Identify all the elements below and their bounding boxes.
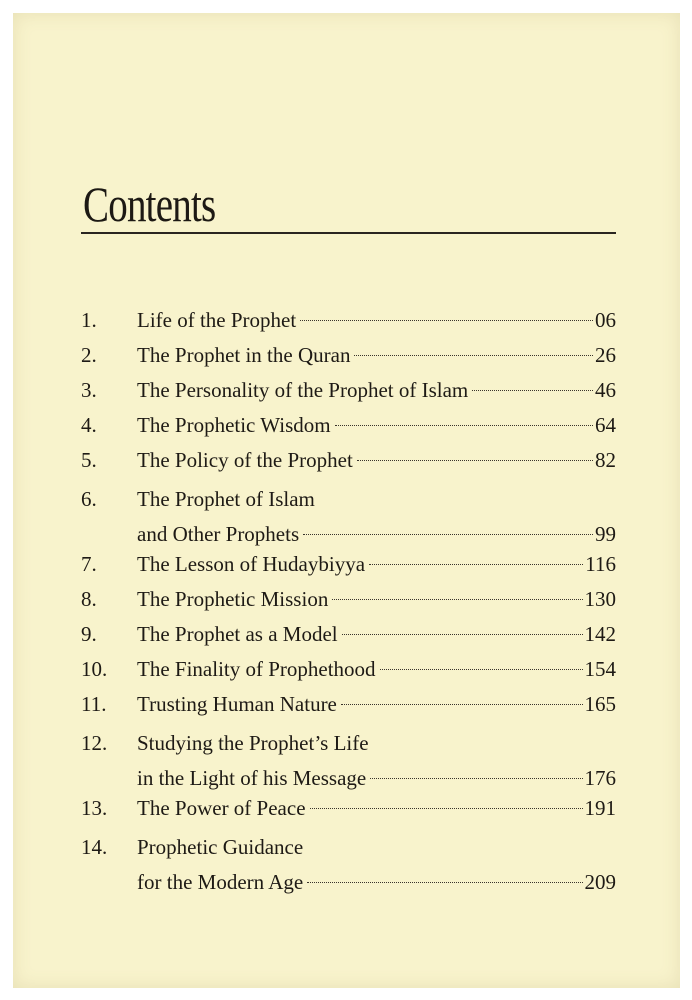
entry-line — [137, 517, 616, 551]
entry-number: 1. — [81, 308, 97, 332]
entry-line — [137, 547, 616, 581]
entry-number: 2. — [81, 343, 97, 367]
entry-page-number: 116 — [585, 552, 616, 576]
dot-leader — [335, 425, 593, 426]
entry-title: and Other Prophets — [137, 522, 300, 546]
book-page — [13, 13, 680, 988]
entry-number: 3. — [81, 378, 97, 402]
entry-number: 8. — [81, 587, 97, 611]
dot-leader — [357, 460, 593, 461]
toc-entry — [13, 582, 680, 616]
dot-leader — [300, 320, 593, 321]
entry-number: 13. — [81, 796, 108, 820]
entry-line — [137, 652, 616, 686]
entry-line — [137, 617, 616, 651]
entry-title: The Power of Peace — [137, 796, 306, 820]
entry-page-number: 82 — [595, 448, 616, 472]
contents-heading: Contents — [83, 176, 216, 232]
entry-page-number: 64 — [595, 413, 616, 437]
entry-page-number: 46 — [595, 378, 616, 402]
entry-line — [137, 373, 616, 407]
entry-line — [137, 761, 616, 795]
entry-page-number: 142 — [584, 622, 616, 646]
entry-title: The Prophetic Wisdom — [137, 413, 331, 437]
entry-title: Life of the Prophet — [137, 308, 297, 332]
table-of-contents — [13, 13, 680, 988]
toc-entry — [13, 652, 680, 686]
entry-page-number: 26 — [595, 343, 616, 367]
dot-leader — [472, 390, 593, 391]
toc-entry — [13, 617, 680, 651]
entry-number: 5. — [81, 448, 97, 472]
entry-page-number: 165 — [584, 692, 616, 716]
entry-title: in the Light of his Message — [137, 766, 367, 790]
dot-leader — [342, 634, 583, 635]
entry-number: 10. — [81, 657, 108, 681]
entry-line — [137, 408, 616, 442]
dot-leader — [380, 669, 583, 670]
dot-leader — [370, 778, 582, 779]
toc-entry — [13, 547, 680, 581]
toc-entry — [13, 687, 680, 721]
entry-page-number: 176 — [584, 766, 616, 790]
dot-leader — [303, 534, 593, 535]
entry-title-first-line: Prophetic Guidance — [137, 835, 304, 859]
dot-leader — [354, 355, 593, 356]
entry-title: The Personality of the Prophet of Islam — [137, 378, 469, 402]
entry-line — [137, 687, 616, 721]
toc-entry — [13, 830, 680, 899]
dot-leader — [332, 599, 582, 600]
entry-title: The Prophet in the Quran — [137, 343, 351, 367]
dot-leader — [341, 704, 583, 705]
toc-entry — [13, 443, 680, 477]
toc-entry — [13, 408, 680, 442]
entry-page-number: 130 — [584, 587, 616, 611]
toc-entry — [13, 303, 680, 337]
entry-number: 14. — [81, 835, 108, 859]
entry-title: The Prophet as a Model — [137, 622, 338, 646]
entry-page-number: 154 — [584, 657, 616, 681]
entry-title-first-line: Studying the Prophet’s Life — [137, 731, 369, 755]
entry-number: 12. — [81, 731, 108, 755]
entry-line — [137, 791, 616, 825]
entry-page-number: 209 — [584, 870, 616, 894]
toc-entry — [13, 791, 680, 825]
entry-line — [137, 443, 616, 477]
entry-title: The Prophetic Mission — [137, 587, 329, 611]
entry-page-number: 06 — [595, 308, 616, 332]
entry-page-number: 191 — [584, 796, 616, 820]
entry-title-first-line: The Prophet of Islam — [137, 487, 315, 511]
entry-page-number: 99 — [595, 522, 616, 546]
dot-leader — [369, 564, 583, 565]
entry-line — [137, 303, 616, 337]
entry-number: 7. — [81, 552, 97, 576]
entry-title: The Policy of the Prophet — [137, 448, 353, 472]
entry-title: for the Modern Age — [137, 870, 304, 894]
dot-leader — [307, 882, 582, 883]
entry-line — [137, 865, 616, 899]
entry-number: 9. — [81, 622, 97, 646]
toc-entry — [13, 482, 680, 551]
entry-number: 11. — [81, 692, 107, 716]
toc-entry — [13, 373, 680, 407]
entry-line — [137, 338, 616, 372]
toc-entry — [13, 726, 680, 795]
dot-leader — [310, 808, 583, 809]
entry-title: Trusting Human Nature — [137, 692, 337, 716]
entry-title: The Lesson of Hudaybiyya — [137, 552, 366, 576]
entry-title: The Finality of Prophethood — [137, 657, 376, 681]
entry-number: 6. — [81, 487, 97, 511]
entry-number: 4. — [81, 413, 97, 437]
toc-entry — [13, 338, 680, 372]
entry-line — [137, 582, 616, 616]
